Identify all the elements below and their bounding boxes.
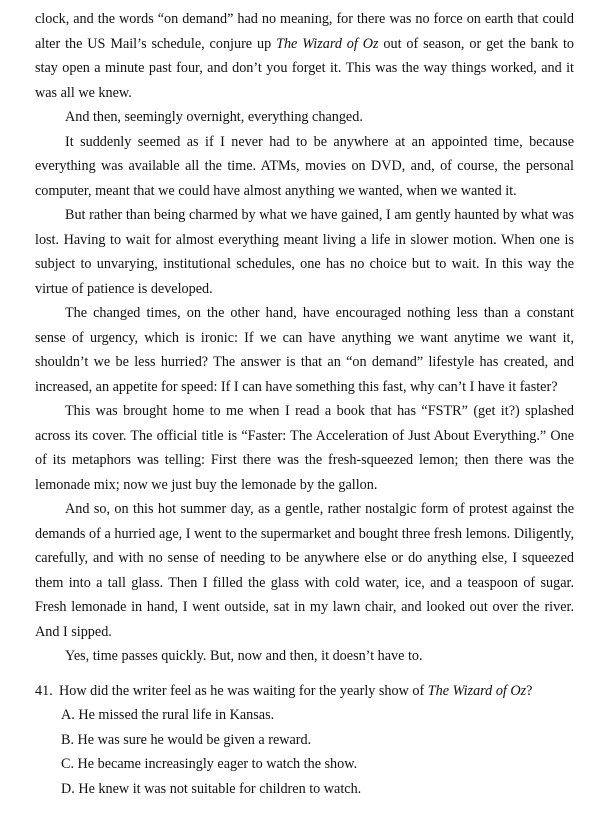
paragraph-1-text-b: out of season, or get the bank to stay open a minute past four, and don’t you forget it. This was the way things worked, and it was all we knew. [35,35,575,101]
paragraph-6: This was brought home to me when I read a book that has “FSTR” (get it?) splashed across its cover. The official title is “Faster: The Acceleration of Just About Everything.” One of its metaphors was telling: First there was the fresh-squeezed lemon; then there was the lemonade mix; now we just buy the lemonade by the gallon. [35,403,574,493]
option-a[interactable]: A. He missed the rural life in Kansas. [61,707,275,723]
question-stem-title: The Wizard of Oz [427,682,527,699]
question-number: 41. [35,682,53,699]
paragraph-1-text-a: clock, and the words “on demand” had no meaning, for there was no force on earth that could alter the US Mail’s schedule, conjure up [35,11,574,52]
option-d[interactable]: D. He knew it was not suitable for children to watch. [61,780,362,797]
paragraph-1 [35,7,574,105]
option-b[interactable]: B. He was sure he would be given a reward. [61,731,312,748]
paragraph-3: It suddenly seemed as if I never had to be anywhere at an appointed time, because everything was available all the time. ATMs, movies on DVD, and, of course, the personal computer, meant that we could have almost anything we wanted, when we wanted it. [35,133,574,199]
paragraph-7: And so, on this hot summer day, as a gentle, rather nostalgic form of protest against the demands of a hurried age, I went to the supermarket and bought three fresh lemons. Diligently, carefully, and with no sense of needing to be anywhere else or do anything else, I squeezed them into a tall glass. Then I filled the glass with cold water, ice, and a teaspoon of sugar. Fresh lemonade in hand, I went outside, sat in my lawn chair, and looked out over the river. And I sipped. [35,501,574,640]
question-41 [35,679,574,802]
movie-title: The Wizard of Oz [276,35,379,52]
question-stem-text-b: ? [526,682,533,699]
paragraph-8: Yes, time passes quickly. But, now and then, it doesn’t have to. [65,648,423,664]
paragraph-5: The changed times, on the other hand, have encouraged nothing less than a constant sense of urgency, which is ironic: If we can have anything we want anytime we want it, shouldn’t we be less hurried? The answer is that an “on demand” lifestyle has created, and increased, an appetite for speed: If I can have something this fast, why can’t I have it faster? [35,305,574,395]
paragraph-4: But rather than being charmed by what we have gained, I am gently haunted by what was lost. Having to wait for almost everything meant living a life in slower motion. When one is subject to unvarying, institutional schedules, one has no choice but to wait. In this way the virtue of patience is developed. [35,207,574,297]
question-stem-text-a: How did the writer feel as he was waiting for the yearly show of [59,682,428,699]
paragraph-2: And then, seemingly overnight, everything changed. [65,109,363,125]
question-stem [35,679,574,704]
option-c[interactable]: C. He became increasingly eager to watch the show. [61,756,358,772]
